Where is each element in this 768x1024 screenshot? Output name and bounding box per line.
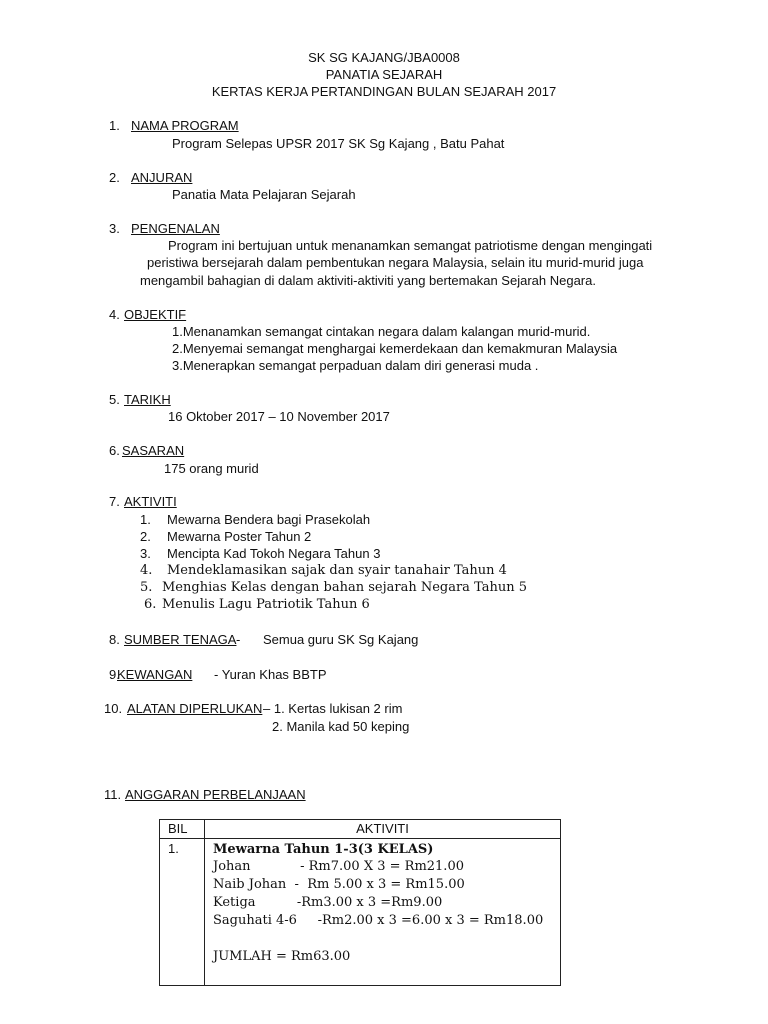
table-row [160,839,561,986]
budget-table [159,819,561,986]
section-1-number: 1. [109,118,120,133]
section-8-body: Semua guru SK Sg Kajang [263,632,419,647]
section-8-number: 8. [109,632,120,647]
row-aktiviti [205,839,561,986]
prize-line: Ketiga -Rm3.00 x 3 =Rm9.00 [213,895,443,910]
spacer [213,930,552,948]
row-bil: 1. [160,839,205,986]
section-5-number: 5. [109,392,120,407]
section-3-title: PENGENALAN [131,221,220,236]
section-2-title: ANJURAN [131,170,193,185]
activity-number: 4. [140,563,153,578]
activity-text: Mendeklamasikan sajak dan syair tanahair Tahun 4 [167,563,507,578]
objective-2: 2.Menyemai semangat menghargai kemerdekaan dan kemakmuran Malaysia [172,341,618,356]
activity-text: Mewarna Bendera bagi Prasekolah [167,512,371,527]
section-1-title: NAMA PROGRAM [131,118,239,133]
section-2-body: Panatia Mata Pelajaran Sejarah [172,187,356,202]
section-3-number: 3. [109,221,120,236]
section-5-title: TARIKH [124,392,171,407]
section-4-number: 4. [109,307,120,322]
column-header-bil: BIL [160,820,205,839]
section-6-body: 175 orang murid [164,461,259,476]
section-9-body: - Yuran Khas BBTP [214,667,327,682]
objective-1: 1.Menanamkan semangat cintakan negara dalam kalangan murid-murid. [172,324,591,339]
panel-name: PANATIA SEJARAH [325,67,443,82]
activity-text: Menulis Lagu Patriotik Tahun 6 [162,597,370,612]
activity-title: Mewarna Tahun 1-3(3 KELAS) [213,842,434,857]
objective-3: 3.Menerapkan semangat perpaduan dalam diri generasi muda . [172,358,539,373]
section-7-number: 7. [109,494,120,509]
section-7-title: AKTIVITI [124,494,177,509]
section-9-number: 9. [109,667,120,682]
section-8-title: SUMBER TENAGA [124,632,237,647]
activity-number: 6. [144,597,157,612]
section-1-body: Program Selepas UPSR 2017 SK Sg Kajang , Batu Pahat [172,136,505,151]
activity-number: 1. [140,512,151,527]
section-2-number: 2. [109,170,120,185]
total-line: JUMLAH = Rm63.00 [213,949,351,964]
section-3-line-3: mengambil bahagian di dalam aktiviti-aktiviti yang bertemakan Sejarah Negara. [140,273,596,288]
section-5-body: 16 Oktober 2017 – 10 November 2017 [168,409,390,424]
activity-text: Menghias Kelas dengan bahan sejarah Negara Tahun 5 [162,580,528,595]
section-10-item-1: – 1. Kertas lukisan 2 rim [263,701,403,716]
section-10-number: 10. [104,701,123,716]
prize-line: Naib Johan - Rm 5.00 x 3 = Rm15.00 [213,877,465,892]
section-10-title: ALATAN DIPERLUKAN [127,701,263,716]
section-9-title: KEWANGAN [117,667,193,682]
section-6-number: 6. [109,443,120,458]
table-header-row [160,820,561,839]
document-title: KERTAS KERJA PERTANDINGAN BULAN SEJARAH 2017 [211,84,557,99]
section-11-number: 11. [104,787,122,802]
prize-line: Saguhati 4-6 -Rm2.00 x 3 =6.00 x 3 = Rm18.00 [213,913,544,928]
section-4-title: OBJEKTIF [124,307,187,322]
section-3-line-2: peristiwa bersejarah dalam pembentukan negara Malaysia, selain itu murid-murid juga [147,255,644,270]
prize-line: Johan - Rm7.00 X 3 = Rm21.00 [213,859,464,874]
section-3-line-1: Program ini bertujuan untuk menanamkan semangat patriotisme dengan mengingati [168,238,653,253]
activity-text: Mewarna Poster Tahun 2 [167,529,312,544]
column-header-aktiviti: AKTIVITI [205,820,561,839]
section-11-title: ANGGARAN PERBELANJAAN [125,787,306,802]
activity-number: 3. [140,546,151,561]
section-8-dash: - [236,632,241,647]
activity-number: 5. [140,580,153,595]
activity-text: Mencipta Kad Tokoh Negara Tahun 3 [167,546,381,561]
section-6-title: SASARAN [122,443,185,458]
school-code: SK SG KAJANG/JBA0008 [308,50,460,65]
section-10-item-2: 2. Manila kad 50 keping [272,719,410,734]
activity-number: 2. [140,529,151,544]
